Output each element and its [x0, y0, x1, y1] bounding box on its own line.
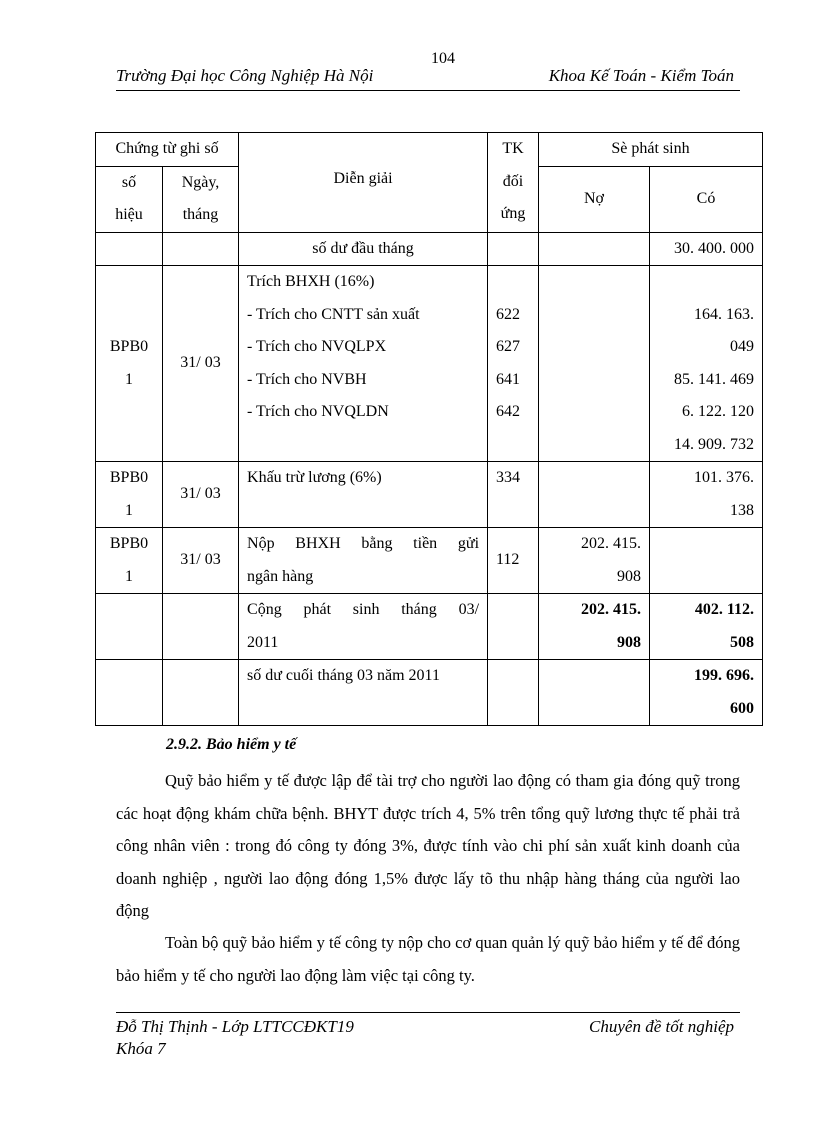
- paragraph-1: Quỹ bảo hiểm y tế được lập để tài trợ cho người lao động có tham gia đóng quỹ trong các hoạt động khám chữa bệnh. BHYT được trích 4, 5% trên tổng quỹ lương thực tế phải trả công nhân viên : trong đó công ty đóng 3%, được tính vào chi phí sản xuất kinh doanh của doanh nghiệp , người lao động đóng 1,5% được lấy tõ thu nhập hàng tháng của người lao động: [116, 771, 740, 920]
- closing-co: 199. 696. 600: [650, 660, 763, 726]
- footer-doc-type: Chuyên đề tốt nghiệp: [589, 1017, 734, 1036]
- row1-tk: 622 627 641 642: [488, 266, 539, 462]
- header-faculty: Khoa Kế Toán - Kiểm Toán: [548, 66, 734, 85]
- header-so-phat-sinh: Sè phát sinh: [539, 133, 763, 167]
- row3-no: 202. 415. 908: [539, 528, 650, 594]
- row3-ngay: 31/ 03: [163, 528, 239, 594]
- row3-desc: Nộp BHXH bằng tiền gửi ngân hàng: [239, 528, 488, 594]
- table-row-closing: [96, 660, 763, 726]
- row1-ngay: 31/ 03: [163, 266, 239, 462]
- footer-course: Khóa 7: [116, 1039, 166, 1058]
- row3-so-hieu: BPB0 1: [96, 528, 163, 594]
- footer-author: Đỗ Thị Thịnh - Lớp LTTCCĐKT19: [116, 1017, 354, 1036]
- footer-divider: [116, 1012, 740, 1013]
- paragraph-2: Toàn bộ quỹ bảo hiểm y tế công ty nộp cho cơ quan quản lý quỹ bảo hiểm y tế để đóng bảo hiểm y tế cho người lao động làm việc tại công ty.: [116, 933, 740, 985]
- header-ngay-thang: Ngày, tháng: [163, 166, 239, 232]
- header-chung-tu: Chứng từ ghi số: [96, 133, 239, 167]
- table-row-opening: [96, 232, 763, 266]
- ledger-table: [95, 132, 763, 726]
- table-header-row: [96, 133, 763, 167]
- total-desc: Cộng phát sinh tháng 03/ 2011: [239, 594, 488, 660]
- table-row-total: [96, 594, 763, 660]
- header-no: Nợ: [539, 166, 650, 232]
- header-dien-giai: Diễn giải: [239, 133, 488, 233]
- row1-so-hieu: BPB0 1: [96, 266, 163, 462]
- row3-tk: 112: [488, 528, 539, 594]
- total-co: 402. 112. 508: [650, 594, 763, 660]
- header-co: Có: [650, 166, 763, 232]
- row1-desc: Trích BHXH (16%) - Trích cho CNTT sản xuất - Trích cho NVQLPX - Trích cho NVBH - Trích cho NVQLDN: [239, 266, 488, 462]
- header-so-hieu: số hiệu: [96, 166, 163, 232]
- header-tk: TK đối ứng: [488, 133, 539, 233]
- page-header: [116, 66, 740, 91]
- row2-ngay: 31/ 03: [163, 462, 239, 528]
- closing-desc: số dư cuối tháng 03 năm 2011: [239, 660, 488, 726]
- header-university: Trường Đại học Công Nghiệp Hà Nội: [116, 66, 374, 85]
- table-row: [96, 266, 763, 462]
- total-no: 202. 415. 908: [539, 594, 650, 660]
- row2-co: 101. 376. 138: [650, 462, 763, 528]
- row1-co: 164. 163. 049 85. 141. 469 6. 122. 120 14. 909. 732: [650, 266, 763, 462]
- row2-tk: 334: [488, 462, 539, 528]
- table-row: [96, 528, 763, 594]
- opening-desc: số dư đầu tháng: [239, 232, 488, 266]
- page-number: 104: [431, 50, 455, 67]
- opening-co: 30. 400. 000: [650, 232, 763, 266]
- table-row: [96, 462, 763, 528]
- row2-desc: Khấu trừ lương (6%): [239, 462, 488, 528]
- section-title: 2.9.2. Bảo hiểm y tế: [166, 736, 297, 753]
- row2-so-hieu: BPB0 1: [96, 462, 163, 528]
